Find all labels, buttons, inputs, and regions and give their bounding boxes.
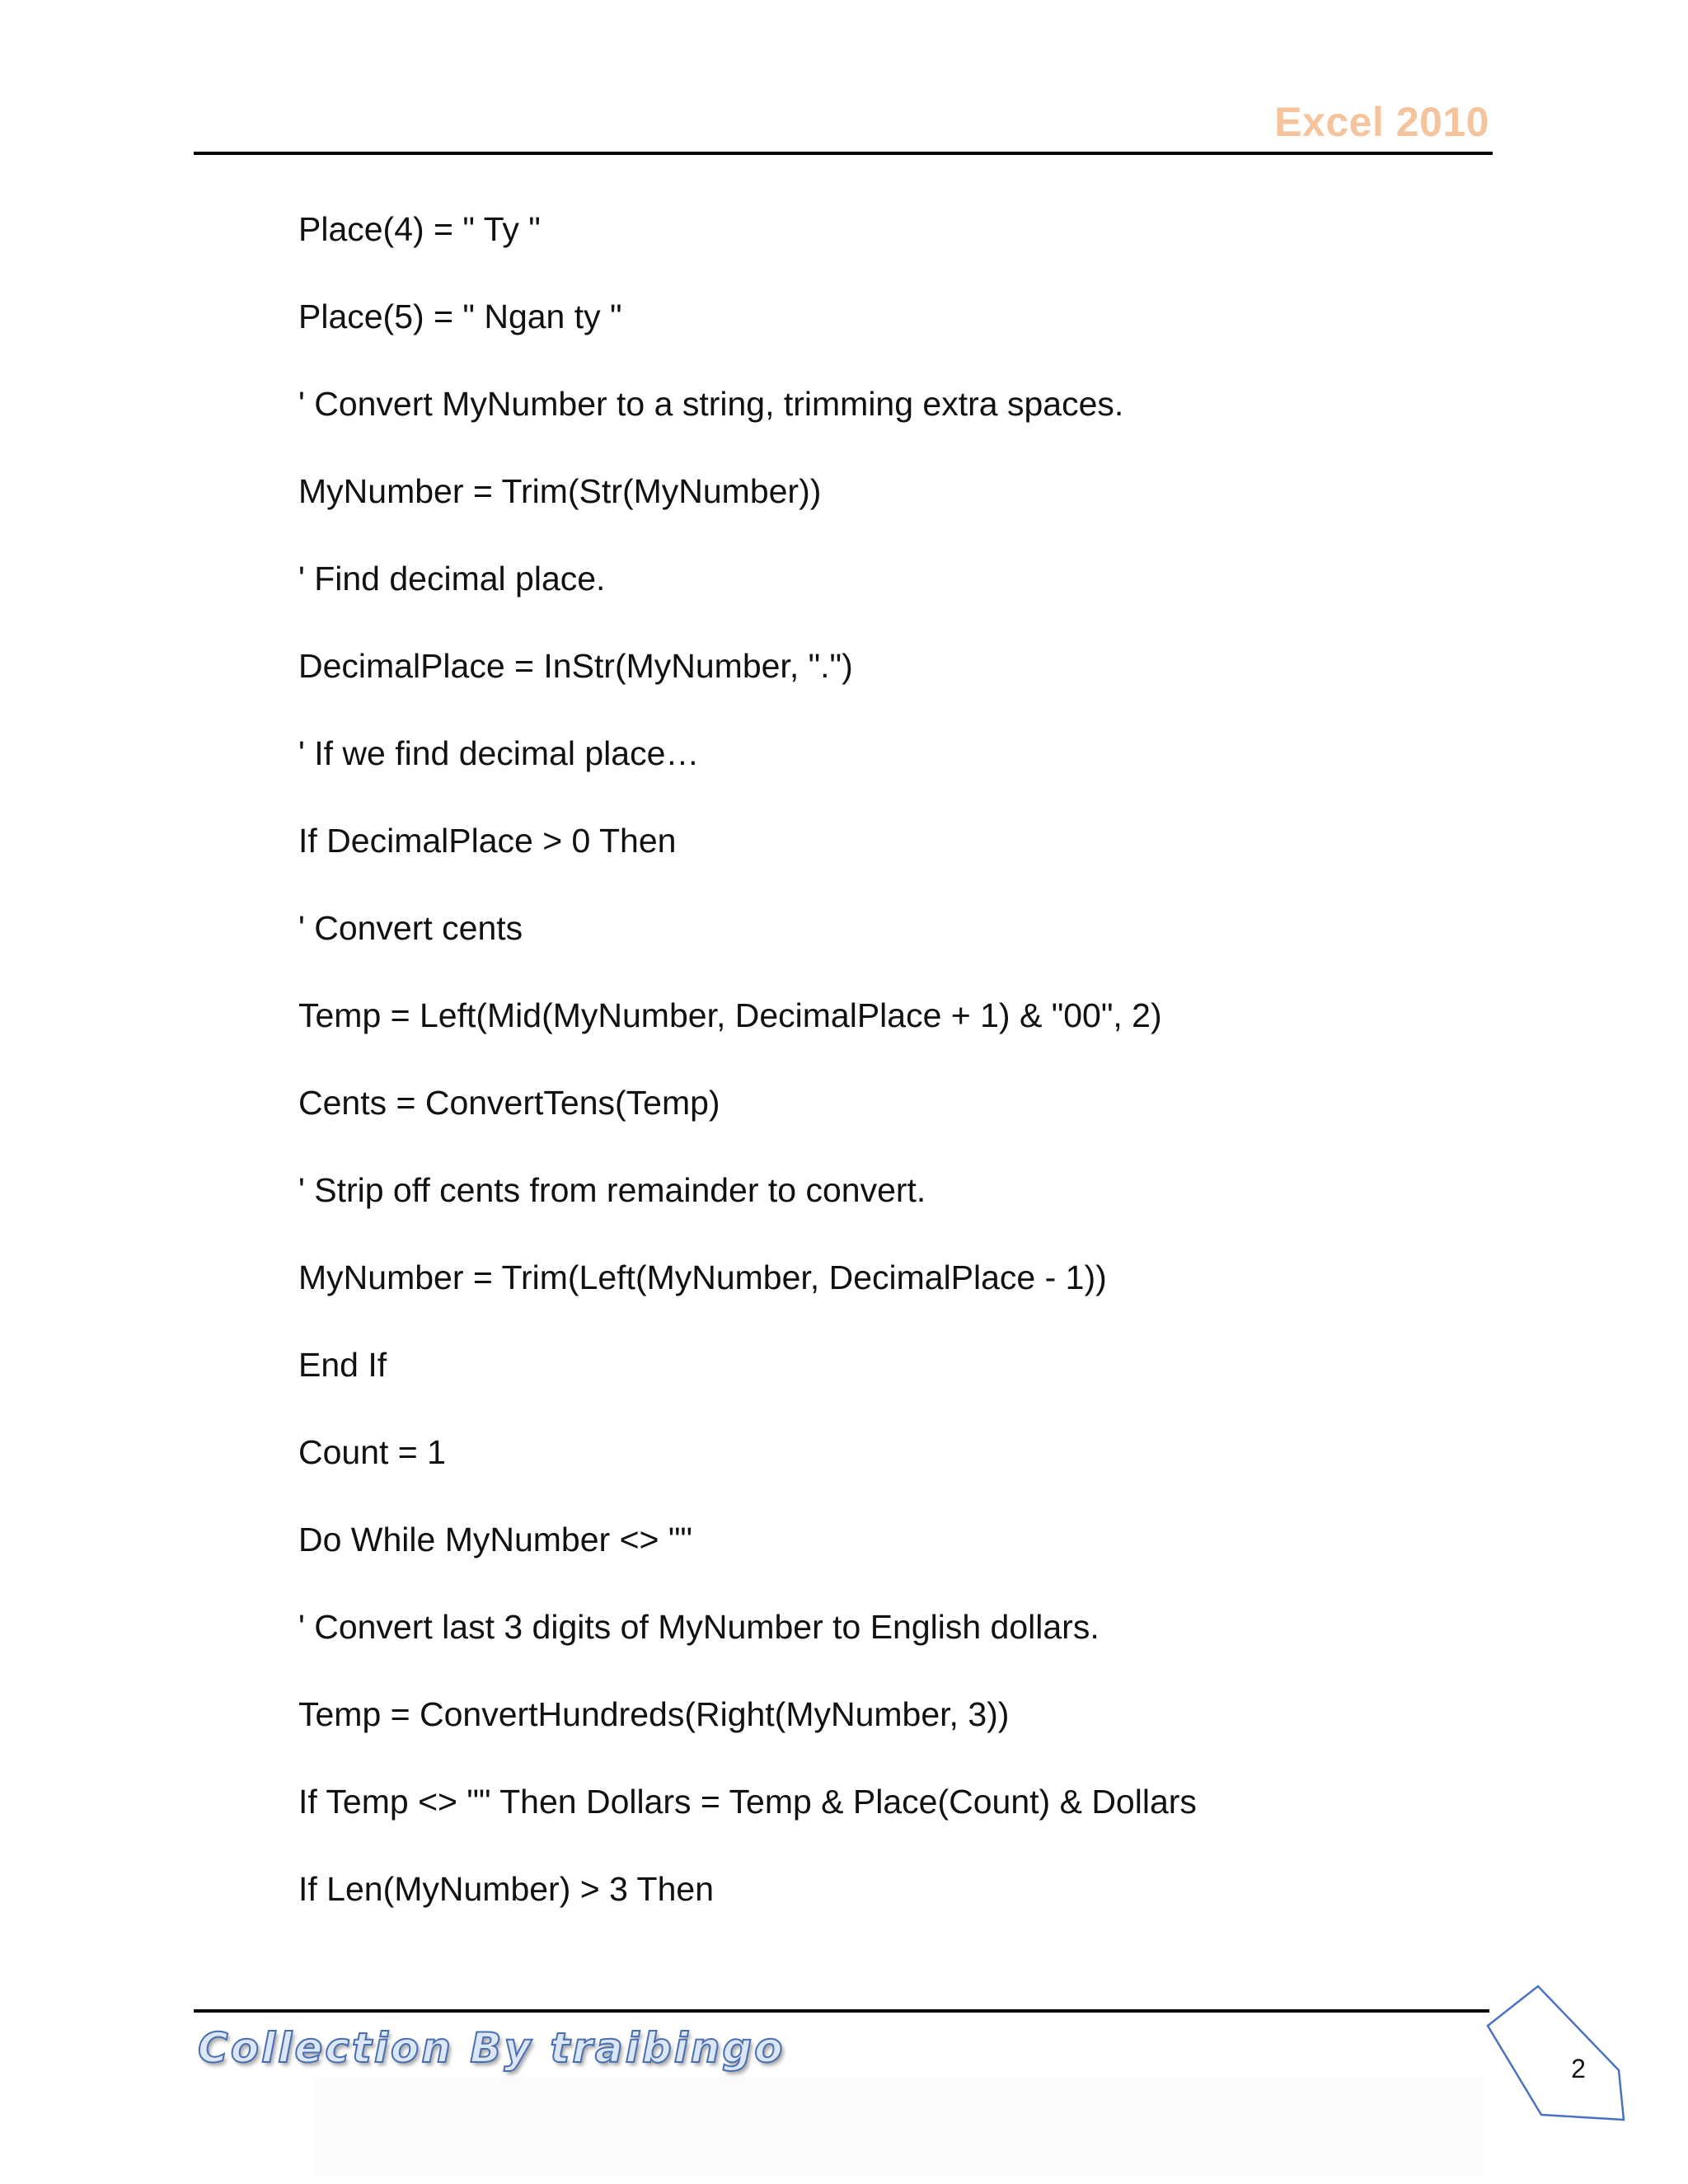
code-line: End If (298, 1346, 387, 1384)
code-line: ' Convert last 3 digits of MyNumber to English dollars. (298, 1608, 1100, 1646)
code-line: Temp = ConvertHundreds(Right(MyNumber, 3)) (298, 1695, 1010, 1733)
code-line: ' Convert cents (298, 909, 523, 947)
header-divider (194, 152, 1493, 155)
code-line: MyNumber = Trim(Str(MyNumber)) (298, 472, 822, 510)
code-line: ' Find decimal place. (298, 560, 606, 598)
page-number: 2 (1571, 2054, 1586, 2083)
code-line: If DecimalPlace > 0 Then (298, 822, 677, 860)
code-line: Place(5) = " Ngan ty " (298, 298, 622, 335)
code-line: Do While MyNumber <> "" (298, 1521, 692, 1558)
footer-background (313, 2077, 1484, 2176)
code-line: ' Convert MyNumber to a string, trimming extra spaces. (298, 385, 1124, 423)
code-line: Count = 1 (298, 1433, 446, 1471)
code-line: If Temp <> "" Then Dollars = Temp & Place(Count) & Dollars (298, 1783, 1197, 1821)
code-line: DecimalPlace = InStr(MyNumber, ".") (298, 647, 853, 685)
header-title: Excel 2010 (1274, 99, 1489, 145)
code-line: Place(4) = " Ty " (298, 210, 541, 248)
code-line: If Len(MyNumber) > 3 Then (298, 1870, 714, 1908)
code-line: ' If we find decimal place… (298, 734, 700, 772)
code-line: ' Strip off cents from remainder to convert. (298, 1171, 926, 1209)
footer-brand: Collection By traibingo (198, 2024, 785, 2072)
footer-divider (194, 2009, 1489, 2013)
code-line: MyNumber = Trim(Left(MyNumber, DecimalPlace - 1)) (298, 1258, 1107, 1296)
code-line: Temp = Left(Mid(MyNumber, DecimalPlace + 1) & "00", 2) (298, 996, 1162, 1034)
code-line: Cents = ConvertTens(Temp) (298, 1084, 720, 1122)
